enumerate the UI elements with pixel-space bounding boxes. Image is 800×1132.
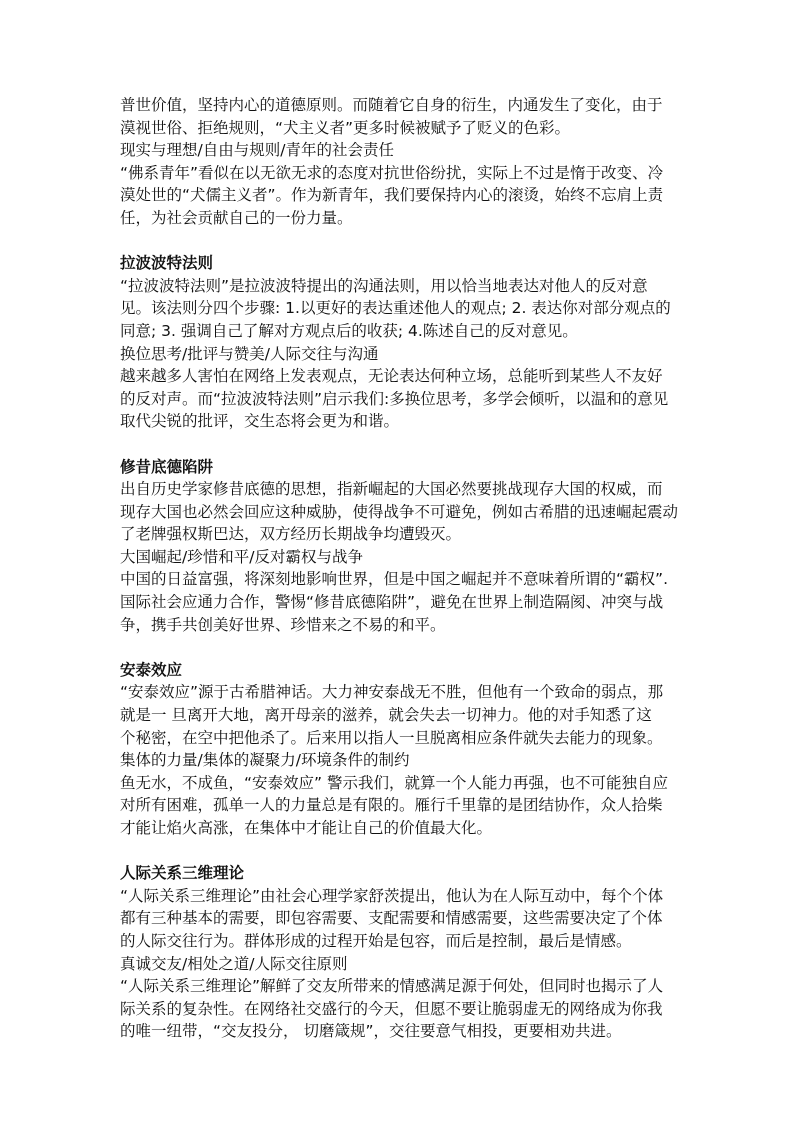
text-line: 任，为社会贡献自己的一份力量。 — [120, 208, 353, 227]
text-line: 就是一 旦离开大地，离开母亲的滋养，就会失去一切神力。他的对手知悉了这 — [120, 706, 652, 725]
text-line: 出自历史学家修昔底德的思想，指新崛起的大国必然要挑战现存大国的权威，而 — [120, 480, 663, 499]
section-definition — [120, 478, 684, 546]
text-line: 对所有困难，孤单一人的力量总是有限的。雁行千里靠的是团结协作，众人拾柴 — [120, 796, 663, 815]
intro-application — [120, 162, 684, 230]
text-line: 漠处世的“犬儒主义者”。作为新青年，我们要保持内心的滚烫，始终不忘肩上责 — [120, 186, 664, 205]
section-tags: 大国崛起/珍惜和平/反对霸权与战争 — [120, 547, 363, 566]
text-line: 国际社会应通力合作，警惕“修昔底德陷阱”，避免在世界上制造隔阂、冲突与战 — [120, 593, 664, 612]
text-line: “拉波波特法则”是拉波波特提出的沟通法则，用以恰当地表达对他人的反对意 — [120, 276, 648, 295]
text-line: 鱼无水，不成鱼，“安泰效应” 警示我们，就算一个人能力再强，也不可能独自应 — [120, 773, 668, 792]
section-application — [120, 568, 684, 636]
text-line: 个秘密，在空中把他杀了。后来用以指人一旦脱离相应条件就失去能力的现象。 — [120, 728, 663, 747]
intro-tags: 现实与理想/自由与规则/青年的社会责任 — [120, 141, 394, 160]
section-title: 人际关系三维理论 — [120, 864, 245, 883]
intro-paragraph — [120, 94, 684, 139]
text-line: 同意; 3. 强调自己了解对方观点后的收获; 4.陈述自己的反对意见。 — [120, 321, 578, 340]
text-line: 的反对声。而“拉波波特法则”启示我们:多换位思考，多学会倾听，以温和的意见 — [120, 389, 669, 408]
section-tags: 真诚交友/相处之道/人际交往原则 — [120, 954, 348, 973]
text-line: 中国的日益富强，将深刻地影响世界，但是中国之崛起并不意味着所谓的“霸权”. — [120, 570, 668, 589]
section-definition — [120, 275, 684, 343]
section-title: 拉波波特法则 — [120, 254, 214, 273]
section-tags: 换位思考/批评与赞美/人际交往与沟通 — [120, 344, 379, 363]
text-line: 的人际交往行为。群体形成的过程开始是包容，而后是控制，最后是情感。 — [120, 931, 632, 950]
section-firo — [120, 862, 684, 1043]
text-line: 都有三种基本的需要，即包容需要、支配需要和情感需要，这些需要决定了个体 — [120, 909, 663, 928]
document-page — [120, 94, 684, 1043]
text-line: 漠视世俗、拒绝规则，“犬主义者”更多时候被赋予了贬义的色彩。 — [120, 118, 571, 137]
text-line: “人际关系三维理论”由社会心理学家舒茨提出，他认为在人际互动中，每个个体 — [120, 886, 664, 905]
text-line: “人际关系三维理论”解鲜了交友所带来的情感满足源于何处，但同时也揭示了人 — [120, 977, 664, 996]
section-title: 安泰效应 — [120, 660, 183, 679]
section-thucydides — [120, 456, 684, 637]
section-antaeus — [120, 659, 684, 840]
text-line: 才能让焰火高涨，在集体中才能让自己的价值最大化。 — [120, 819, 493, 837]
text-line: 现存大国也必然会回应这种威胁，使得战争不可避免，例如古希腊的迅速崛起震动 — [120, 502, 679, 521]
text-line: 了老牌强权斯巴达，双方经历长期战争均遭毁灭。 — [120, 525, 462, 544]
section-title: 修昔底德陷阱 — [120, 457, 214, 476]
text-line: 越来越多人害怕在网络上发表观点，无论表达何种立场，总能听到某些人不友好 — [120, 367, 663, 386]
text-line: 际关系的复杂性。在网络社交盛行的今天，但愿不要让脆弱虚无的网络成为你我 — [120, 999, 663, 1018]
text-line: 争，携手共创美好世界、珍惜来之不易的和平。 — [120, 615, 446, 634]
text-line: 取代尖锐的批评，交生态将会更为和谐。 — [120, 412, 400, 431]
section-definition — [120, 885, 684, 953]
section-application — [120, 365, 684, 433]
text-line: 普世价值，坚持内心的道德原则。而随着它自身的衍生，内通发生了变化，由于 — [120, 96, 663, 114]
text-line: 见。该法则分四个步骤: 1.以更好的表达重述他人的观点; 2. 表达你对部分观点的 — [120, 299, 671, 318]
section-definition — [120, 681, 684, 749]
section-application — [120, 772, 684, 840]
text-line: “安泰效应”源于古希腊神话。大力神安泰战无不胜，但他有一个致命的弱点，那 — [120, 683, 664, 702]
section-tags: 集体的力量/集体的凝聚力/环境条件的制约 — [120, 751, 410, 770]
text-line: 的唯一纽带，“交友投分， 切磨箴规”，交往要意气相投，更要相劝共进。 — [120, 1022, 622, 1041]
section-application — [120, 975, 684, 1043]
text-line: “佛系青年”看似在以无欲无求的态度对抗世俗纷扰，实际上不过是惰于改变、冷 — [120, 163, 664, 182]
section-rapoport — [120, 252, 684, 433]
intro-block — [120, 94, 684, 230]
